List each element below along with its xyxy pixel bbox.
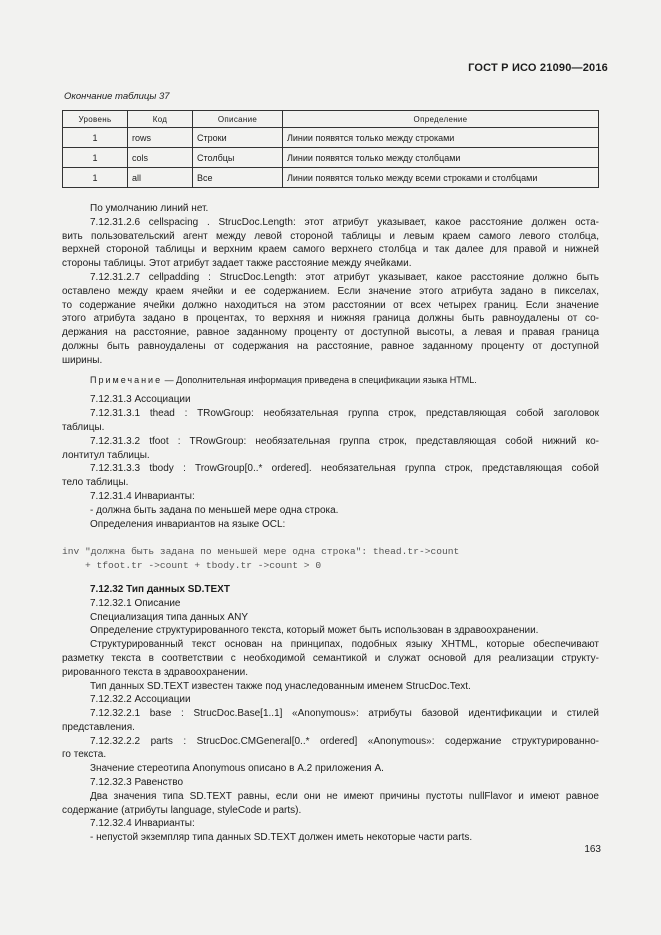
text-line: вить пользовательский агент между левой стороной таблицы и левым краем самого левого столбца, [62,230,599,242]
text-line: держания на расстояние, равное заданному проценту от доступной высоты, а левая и правая граница [62,327,599,339]
table-header-cell: Уровень [63,111,128,128]
text-line: стороны таблицы. Этот атрибут задает также расстояние между ячейками. [62,258,412,270]
table-cell: all [128,168,193,188]
text-line: представления. [62,721,135,733]
table-cell: 1 [63,148,128,168]
text-line: 7.12.31.3.1 thead : TRowGroup: необязательная группа строк, представляющая собой заголовок [90,408,599,420]
note-dash: — [164,374,174,385]
table-cell: rows [128,128,193,148]
text-line: Определение структурированного текста, который может быть использован в здравоохранении. [90,625,539,637]
text-line: По умолчанию линий нет. [90,203,209,214]
table-cell: Линии появятся только между столбцами [283,148,599,168]
text-line: Значение стереотипа Anonymous описано в А.2 приложения А. [90,763,384,775]
table-header-row [63,111,599,128]
table-cell: 1 [63,128,128,148]
text-line: 7.12.32.4 Инварианты: [90,818,195,830]
text-line: то содержание ячейки должно находиться на этом расстоянии от всех четырех границ. Если значение [62,299,599,311]
text-line: Структурированный текст основан на принципах, подобных языку XHTML, которые обеспечивают [90,639,599,651]
standard-header: ГОСТ Р ИСО 21090—2016 [468,62,608,74]
text-line: 7.12.31.4 Инварианты: [90,490,195,502]
note-text: Дополнительная информация приведена в спецификации языка HTML. [176,374,477,385]
text-line: таблицы. [62,421,105,433]
text-line: го текста. [62,749,107,761]
text-line: Специализация типа данных ANY [90,611,249,623]
table-cell: 1 [63,168,128,188]
table-cell: Столбцы [193,148,283,168]
text-line: 7.12.31.3.2 tfoot : TRowGroup: необязательная группа строк, представляющая собой нижний ко- [90,435,599,447]
table-row [63,168,599,188]
table-caption: Окончание таблицы 37 [64,91,170,102]
text-line: должны быть равноудалены от содержания на расстояние, равное заданному проценту от доступной [62,340,599,352]
ocl-code-line: inv "должна быть задана по меньшей мере одна строка": thead.tr->count [62,546,460,558]
text-line: Два значения типа SD.TEXT равны, если они не имеют причины пустоты nullFlavor и имеют равное [90,790,599,802]
section-heading: 7.12.32 Тип данных SD.TEXT [90,583,230,595]
text-line: верхней стороной таблицы и верхним краем самого верхнего столбца и так далее для правой и нижней [62,244,599,256]
text-line: Определения инвариантов на языке OCL: [90,518,286,530]
text-line: этого атрибута задано в процентах, то верхняя и нижняя граница должны быть равноудалены от со- [62,313,599,325]
note [62,374,599,388]
text-line: содержание (атрибуты language, styleCode и parts). [62,804,302,816]
table-header-cell: Описание [193,111,283,128]
ocl-code-line: + tfoot.tr ->count + tbody.tr ->count > 0 [62,560,322,572]
table-header-cell: Код [128,111,193,128]
text-line: Тип данных SD.TEXT известен также под унаследованным именем StrucDoc.Text. [90,680,471,692]
text-line: 7.12.31.2.6 cellspacing . StrucDoc.Length: этот атрибут указывает, какое расстояние должен оста- [90,216,599,228]
text-line: 7.12.31.3.3 tbody : TrowGroup[0..* ordered]. необязательная группа строк, представляющая собой [90,463,599,475]
text-line: 7.12.32.1 Описание [90,597,181,609]
note-label: Примечание [90,374,163,385]
text-line: - должна быть задана по меньшей мере одна строка. [90,504,339,516]
table-cell: Строки [193,128,283,148]
text-line: 7.12.32.2 Ассоциации [90,694,191,706]
text-line: лонтитул таблицы. [62,449,150,461]
page-number: 163 [584,844,601,855]
text-line: - непустой экземпляр типа данных SD.TEXT должен иметь некоторые части parts. [90,832,473,844]
table-cell: Линии появятся только между строками [283,128,599,148]
table-header-cell: Определение [283,111,599,128]
text-line: рированного текста в здравоохранении. [62,666,249,678]
table-row [63,148,599,168]
text-line: ширины. [62,354,103,366]
text-line: разметку текста в соответствии с необходимой семантикой и служат основой для реализации структу- [62,652,599,664]
text-line: 7.12.32.2.2 parts : StrucDoc.CMGeneral[0..* ordered] «Anonymous»: содержание структурированно- [90,735,599,747]
text-line: 7.12.31.3 Ассоциации [90,394,191,406]
table-row [63,128,599,148]
table-cell: Все [193,168,283,188]
text-line: 7.12.32.3 Равенство [90,777,184,789]
table-cell: Линии появятся только между всеми строками и столбцами [283,168,599,188]
body-text [62,202,599,845]
text-line: тело таблицы. [62,477,129,489]
text-line: 7.12.32.2.1 base : StrucDoc.Base[1..1] «Anonymous»: атрибуты базовой идентификации и стилей [90,708,599,720]
text-line: 7.12.31.2.7 cellpadding : StrucDoc.Length: этот атрибут указывает, какое расстояние должно быть [90,271,599,283]
table-37 [62,110,599,188]
table-cell: cols [128,148,193,168]
text-line: оставлено между краем ячейки и ее содержанием. Если значение этого атрибута задано в пикселах, [62,285,599,297]
